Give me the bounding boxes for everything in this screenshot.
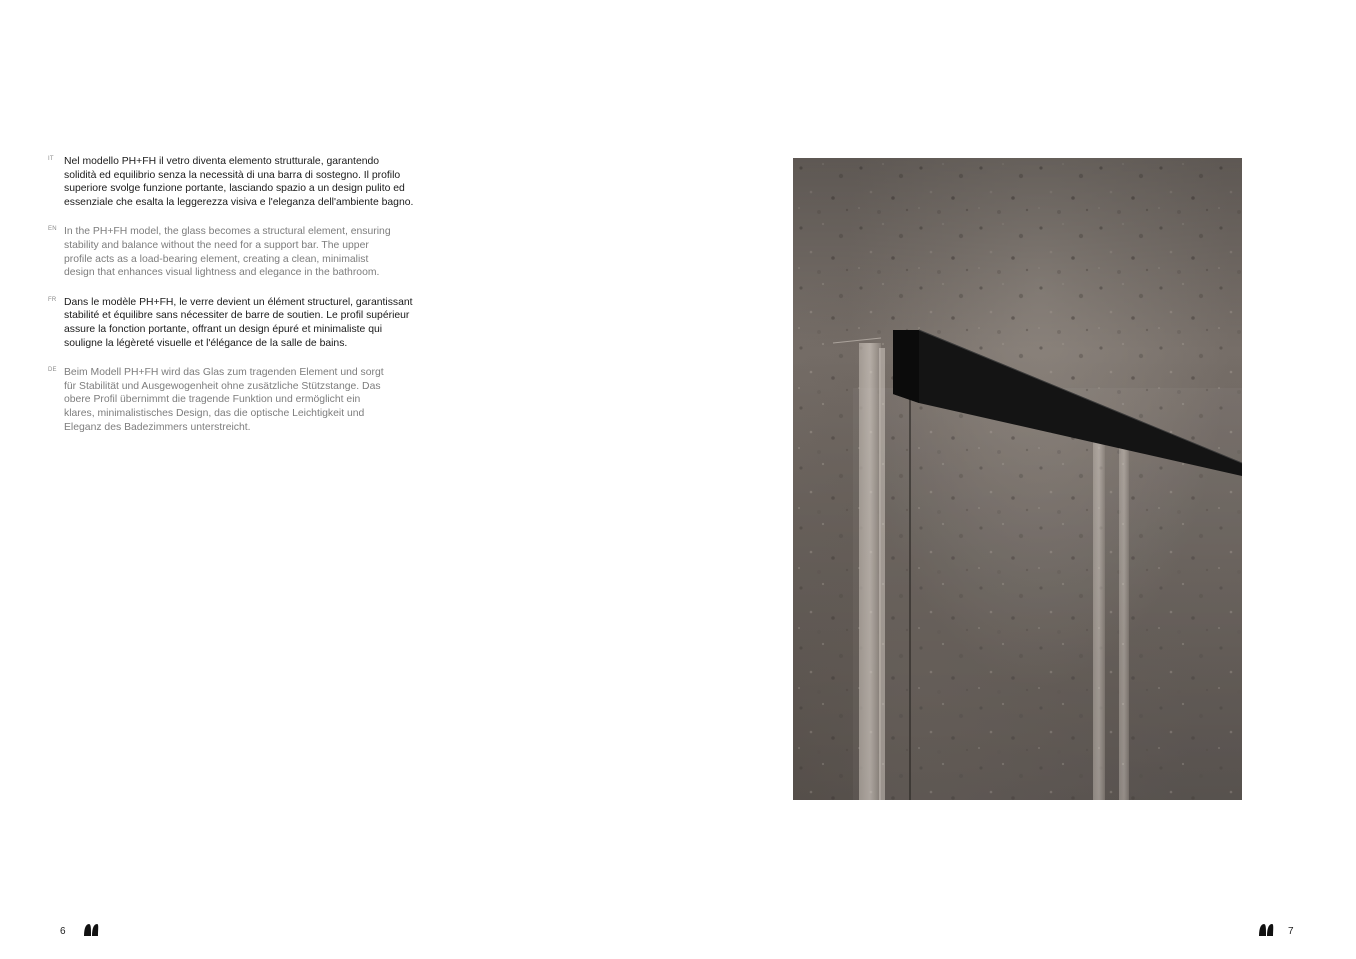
right-glass-edge <box>1119 446 1129 800</box>
left-glass-edge <box>859 343 881 800</box>
description-text-de: Beim Modell PH+FH wird das Glas zum tragenden Element und sorgt für Stabilität und Ausgewogenheit ohne zusätzliche Stützstange. Das obere Profil übernimmt die tragende Funktion und ermöglicht ein klares, minimalistisches Design, das die optische Leichtigkeit und Eleganz des Badezimmers unterstreicht. <box>64 367 384 433</box>
brand-logo-icon <box>1258 923 1274 937</box>
description-en <box>48 225 448 279</box>
description-it <box>48 155 448 209</box>
language-code-it: IT <box>48 156 54 162</box>
language-code-de: DE <box>48 367 57 374</box>
page-number-right: 7 <box>1288 926 1294 937</box>
shower-illustration <box>793 158 1242 800</box>
description-fr <box>48 296 448 350</box>
left-door-edge <box>909 394 911 800</box>
description-text-en: In the PH+FH model, the glass becomes a structural element, ensuring stability and balance without the need for a support bar. The upper profile acts as a load-bearing element, creating a clean, minimalist design that enhances visual lightness and elegance in the bathroom. <box>64 226 391 279</box>
shower-enclosure-photo <box>793 158 1242 800</box>
brand-logo-icon <box>83 923 99 937</box>
middle-glass-edge <box>1093 440 1105 800</box>
description-text-it: Nel modello PH+FH il vetro diventa elemento strutturale, garantendo solidità ed equilibrio senza la necessità di una barra di sostegno. Il profilo superiore svolge funzione portante, lasciando spazio a un design pulito ed essenziale che esalta la leggerezza visiva e l'eleganza dell'ambiente bagno. <box>64 156 414 208</box>
description-text-fr: Dans le modèle PH+FH, le verre devient un élément structurel, garantissant stabilité et équilibre sans nécessiter de barre de soutien. Le profil supérieur assure la fonction portante, offrant un design épuré et minimaliste qui souligne la légèreté visuelle et l'élégance de la salle de bains. <box>64 296 413 349</box>
left-glass-highlight <box>879 348 885 800</box>
language-code-en: EN <box>48 226 57 233</box>
language-code-fr: FR <box>48 296 57 303</box>
description-de <box>48 366 448 434</box>
profile-end-cap <box>893 330 919 403</box>
page-number-left: 6 <box>60 926 66 937</box>
description-column <box>48 155 448 450</box>
